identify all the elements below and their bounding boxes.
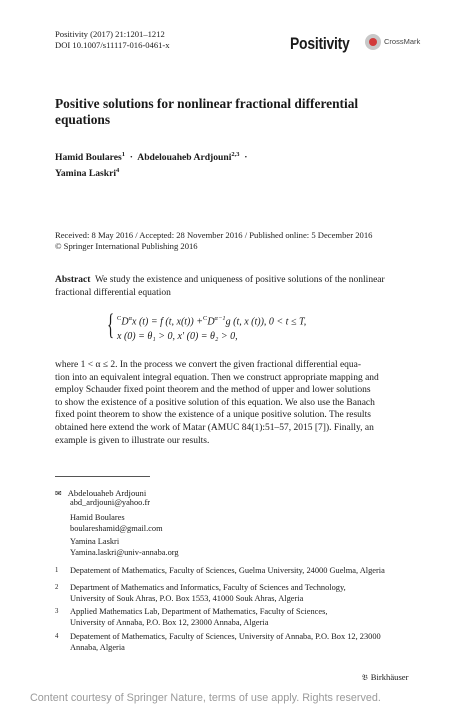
corresponding-author: ✉ Abdelouaheb Ardjouni <box>55 488 147 498</box>
journal-reference <box>55 29 170 51</box>
author-list <box>55 148 425 180</box>
email-address[interactable]: abd_ardjouni@yahoo.fr <box>70 498 151 507</box>
email-address[interactable]: Yamina.laskri@univ-annaba.org <box>70 547 179 557</box>
affiliation-4: 4 Depatement of Mathematics, Faculty of Sciences, University of Annaba, P.O. Box 12, 23000 Annaba, Algeria <box>55 632 381 652</box>
affiliation-3: 3 Applied Mathematics Lab, Department of Mathematics, Faculty of Sciences, University of Annaba, P.O. Box 12, 23000 Annaba, Algeria <box>55 607 328 627</box>
author-contact: Hamid Boulares boulareshamid@gmail.com <box>70 513 163 533</box>
dates-line: Received: 8 May 2016 / Accepted: 28 November 2016 / Published online: 5 December 2016 <box>55 230 373 240</box>
author-name: Yamina Laskri <box>55 168 117 180</box>
affiliation-2: 2 Department of Mathematics and Informatics, Faculty of Sciences and Technology, University of Souk Ahras, P.O. Box 1553, 41000 Souk Ahras, Algeria <box>55 583 346 603</box>
publisher-logo <box>362 672 409 683</box>
author-affiliation-sup: 4 <box>116 167 120 175</box>
email-address[interactable]: boulareshamid@gmail.com <box>70 523 163 533</box>
equation-brace: { <box>107 308 115 341</box>
author-name: Abdelouaheb Ardjouni <box>137 152 232 164</box>
affiliation-1: 1 Depatement of Mathematics, Faculty of Sciences, Guelma University, 24000 Guelma, Algeria <box>55 566 385 575</box>
equation-line-2: x (0) = θ₁ > 0, x′ (0) = θ₂ > 0, <box>117 331 238 342</box>
birkhauser-icon: 𝔅 <box>362 673 368 682</box>
journal-name: Positivity <box>290 34 350 53</box>
publication-dates <box>55 230 372 252</box>
rights-footer: Content courtesy of Springer Nature, terms of use apply. Rights reserved. <box>30 692 381 704</box>
envelope-icon: ✉ <box>55 489 62 498</box>
author-name: Hamid Boulares <box>55 152 122 164</box>
publisher-name: Birkhäuser <box>370 672 409 682</box>
crossmark-badge[interactable] <box>365 34 425 50</box>
abstract-intro: Abstract We study the existence and uniqueness of positive solutions of the nonlinear fractional differential equation <box>55 275 385 298</box>
author-affiliation-sup: 1 <box>121 151 125 158</box>
journal-doi: DOI 10.1007/s11117-016-0461-x <box>55 40 170 50</box>
crossmark-label: CrossMark <box>384 37 421 46</box>
copyright-line: © Springer International Publishing 2016 <box>55 241 198 251</box>
journal-citation: Positivity (2017) 21:1201–1212 <box>55 29 165 39</box>
footnote-rule <box>55 476 150 477</box>
author-affiliation-sup: 2,3 <box>231 151 240 158</box>
abstract-label: Abstract <box>55 275 91 285</box>
author-contact: Yamina Laskri Yamina.laskri@univ-annaba.org <box>70 537 179 557</box>
abstract-body: where 1 < α ≤ 2. In the process we convert the given fractional differential equa- tion into an equivalent integral equation. Then we construct appropriate mapping and employ Schauder fixed point theorem and the method of upper and lower solutions to show the existence of a positive solution of this equation. We also use the Banach fixed point theorem to show the existence of a unique positive solution. The results obtained here extend the work of Matar (AMUC 84(1):51–57, 2015 [7]). Finally, an example is given to illustrate our results. <box>55 360 379 446</box>
equation-line-1: $^CD^\alpha x$ (t) = f (t, $x(t)) +^CD^{\alpha-1}g$ (t, x (t)), 0 < t ≤ T, <box>117 315 307 328</box>
crossmark-icon <box>365 34 381 50</box>
author-separator: · <box>129 152 133 164</box>
paper-title: Positive solutions for nonlinear fractional differential equations <box>55 96 359 127</box>
author-separator: · <box>244 152 248 164</box>
